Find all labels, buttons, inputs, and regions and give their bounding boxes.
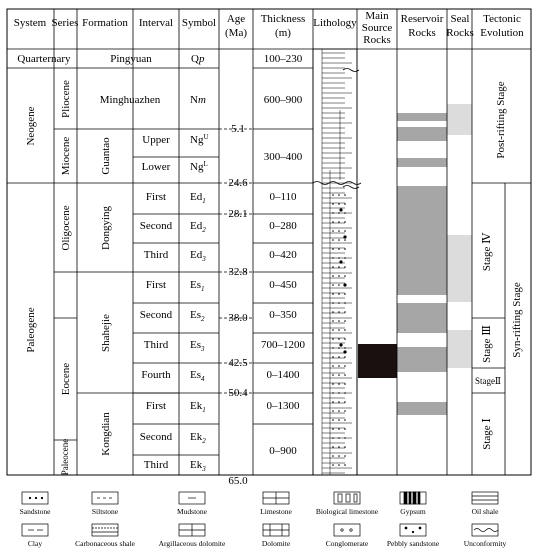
reservoir-bar [397, 347, 447, 372]
legend-swatch-conglomerate [334, 524, 360, 536]
interval-symbol: $Ed_3$ [190, 249, 206, 263]
header-thickness-unit: (m) [275, 27, 291, 39]
interval-thickness: 0–350 [269, 309, 297, 321]
interval-symbol: $Es_4$ [190, 369, 205, 383]
main-source-rock-block [358, 344, 397, 378]
reservoir-bar [397, 158, 447, 167]
legend-label-oil-shale: Oil shale [471, 507, 499, 516]
system-neogene: Neogene [25, 106, 37, 146]
header-source-1: Main [365, 10, 389, 22]
interval-symbol: $Ed_1$ [190, 191, 206, 205]
header-source-2: Source [361, 22, 393, 34]
legend-swatch-clay [22, 524, 48, 536]
tectonic-syn-rifting: Syn-rifting Stage [511, 282, 523, 358]
header-formation: Formation [82, 17, 128, 29]
formation-shahejie: Shahejie [100, 314, 112, 352]
age-label: 28.1 [228, 208, 248, 220]
header-seal-2: Rocks [446, 27, 474, 39]
formation-minghuazhen: Minghuazhen [99, 94, 161, 106]
age-label: 50.4 [228, 387, 248, 399]
interval-label: Third [143, 459, 169, 471]
lithology-dots [332, 194, 346, 466]
reservoir-bar [397, 127, 447, 141]
legend-label-bio-limestone: Biological limestone [315, 507, 379, 516]
seal-bar [447, 330, 472, 368]
interval-thickness: 0–110 [269, 191, 297, 203]
seal-bar [447, 235, 472, 302]
interval-symbol: $Es_3$ [190, 339, 205, 353]
age-ticks [219, 129, 253, 393]
reservoir-rocks-bars [397, 113, 447, 415]
interval-symbol: $Es_2$ [190, 309, 205, 323]
header-tectonic-2: Evolution [480, 27, 524, 39]
legend-label-sandstone: Sandstone [19, 507, 51, 516]
legend-label-limestone: Limestone [260, 507, 292, 516]
interval-label: Fourth [141, 369, 171, 381]
reservoir-bar [397, 402, 447, 415]
interval-symbol: $Ek_1$ [190, 400, 206, 414]
series-pliocene: Pliocene [60, 80, 72, 118]
formation-guantao: Guantao [100, 137, 112, 175]
thickness-guantao: 300–400 [263, 151, 303, 163]
tectonic-stage3: Stage Ⅲ [481, 325, 493, 363]
series-miocene: Miocene [60, 136, 72, 176]
legend [20, 492, 507, 548]
age-label: 38.0 [228, 312, 248, 324]
tectonic-stage1: Stage Ⅰ [481, 418, 493, 450]
legend-swatch-oil-shale [472, 492, 498, 504]
interval-symbol: $Ek_3$ [190, 459, 206, 473]
header-seal-1: Seal [450, 13, 470, 25]
formation-dongying: Dongying [100, 206, 112, 250]
interval-thickness: 0–450 [269, 279, 297, 291]
interval-thickness: 0–1300 [266, 400, 300, 412]
lithology-column [313, 49, 361, 475]
lithology-bed-lines [322, 53, 352, 473]
seal-bar [447, 104, 472, 135]
interval-label: First [145, 279, 167, 291]
header-symbol: Symbol [181, 17, 217, 29]
series-column [60, 80, 72, 475]
age-label: 24.6 [228, 177, 248, 189]
symbol-nm: Nm [190, 94, 206, 106]
header-age: Age [226, 13, 246, 25]
interval-thickness: 0–1400 [266, 369, 300, 381]
interval-thickness: 0–420 [269, 249, 297, 261]
legend-label-pebbly-sandstone: Pebbly sandstone [386, 539, 440, 548]
legend-swatch-pebbly-sandstone [400, 524, 426, 536]
header-reservoir-1: Reservoir [400, 13, 444, 25]
legend-swatch-unconformity [472, 524, 498, 536]
thickness-kongdian-lower: 0–900 [269, 445, 297, 457]
age-label: 5.1 [231, 123, 245, 135]
header-lithology: Lithology [313, 17, 357, 29]
interval-thickness: 700–1200 [261, 339, 305, 351]
tectonic-stage4: Stage Ⅳ [481, 232, 493, 272]
tectonic-column [475, 81, 523, 450]
age-labels [228, 123, 248, 487]
legend-label-carbonaceous-shale: Carbonaceous shale [75, 539, 135, 548]
interval-label: Second [139, 309, 173, 321]
interval-label: Lower [141, 161, 171, 173]
legend-label-clay: Clay [27, 539, 43, 548]
legend-label-dolomite: Dolomite [261, 539, 291, 548]
age-label: 65.0 [228, 475, 248, 487]
interval-symbol: $Es_1$ [190, 279, 205, 293]
formation-pingyuan: Pingyuan [110, 53, 152, 65]
legend-label-mudstone: Mudstone [177, 507, 207, 516]
header-source-3: Rocks [363, 34, 391, 46]
legend-label-unconformity: Unconformity [463, 539, 507, 548]
header-tectonic-1: Tectonic [483, 13, 521, 25]
table-header [14, 10, 524, 46]
legend-label-gypsum: Gypsum [400, 507, 426, 516]
interval-thickness: 0–280 [269, 220, 297, 232]
system-quaternary: Quarternary [17, 53, 71, 65]
reservoir-bar [397, 113, 447, 121]
symbol-column-top [190, 53, 206, 106]
reservoir-bar [397, 186, 447, 295]
series-oligocene: Oligocene [60, 205, 72, 251]
interval-label: Upper [142, 134, 170, 146]
series-eocene: Eocene [60, 362, 72, 396]
thickness-minghuazhen: 600–900 [263, 94, 303, 106]
thickness-quaternary: 100–230 [263, 53, 303, 65]
tectonic-stage2: StageⅡ [474, 376, 502, 386]
interval-label: Third [143, 249, 169, 261]
reservoir-bar [397, 303, 447, 333]
interval-symbol: $Ng^L$ [190, 160, 208, 173]
interval-label: Third [143, 339, 169, 351]
tectonic-post-rifting: Post-rifting Stage [495, 81, 507, 159]
legend-label-conglomerate: Conglomerate [325, 539, 369, 548]
header-interval: Interval [138, 17, 174, 29]
header-reservoir-2: Rocks [408, 27, 436, 39]
age-label: 32.8 [228, 266, 248, 278]
series-paleocene: Paleocene [60, 438, 70, 476]
age-label: 42.5 [228, 357, 248, 369]
interval-symbol: $Ek_2$ [190, 431, 206, 445]
legend-swatch-carbonaceous-shale [92, 524, 118, 536]
interval-label: First [145, 191, 167, 203]
symbol-qp: Qp [191, 53, 205, 65]
system-paleogene: Paleogene [25, 307, 37, 353]
seal-rocks-bars [447, 104, 472, 368]
legend-label-argillaceous-dolomite: Argillaceous dolomite [158, 539, 226, 548]
interval-label: Second [139, 220, 173, 232]
interval-symbol: $Ng^U$ [190, 133, 209, 146]
header-age-unit: (Ma) [225, 27, 247, 39]
formation-kongdian: Kongdian [100, 412, 112, 456]
interval-label: Second [139, 431, 173, 443]
header-series: Series [51, 17, 79, 29]
header-thickness: Thickness [260, 13, 306, 25]
legend-label-siltstone: Siltstone [91, 507, 119, 516]
header-system: System [13, 17, 47, 29]
interval-symbol: $Ed_2$ [190, 220, 206, 234]
interval-label: First [145, 400, 167, 412]
